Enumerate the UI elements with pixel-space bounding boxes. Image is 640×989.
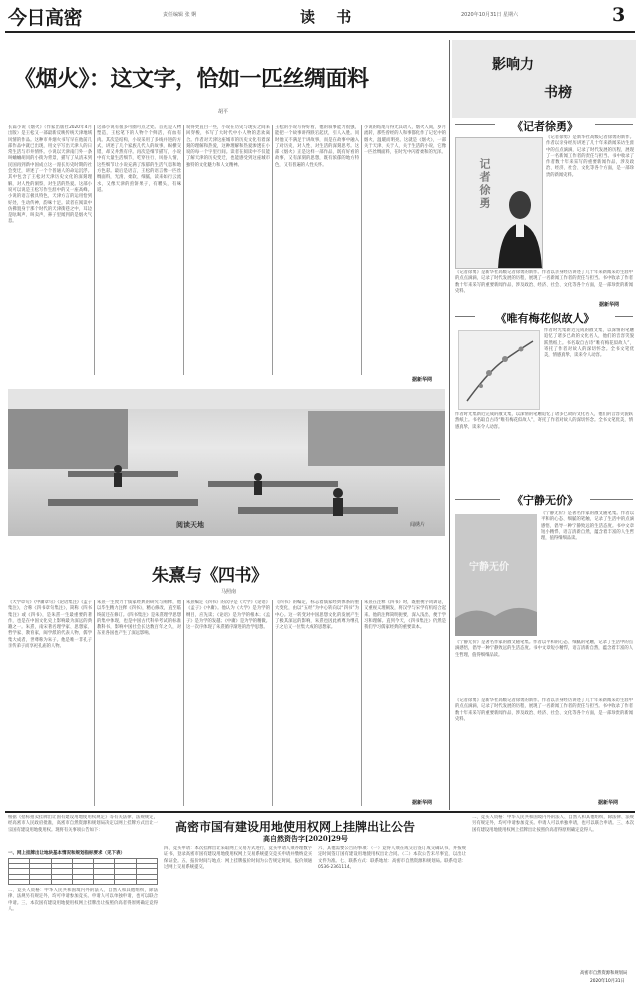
article1-col1: 长篇小说《烟火》（作家出版社2020年4月出版）是王松又一部最新反映传统天津地域风情的作品。这种市井烟火书写早在他前几部作品中就已出现，用文字写出天津人的日常生活与市井情怀。小说以天津南门外一条叫蛐蛐胡同的小街为背景，描写了从清末到民国再到新中国成立这一漫长历史时期的社会变迁，讲述了一个个普通人的命运沉浮。其中包含了王松对天津历史文化的深刻理解，对人性的洞察，对生活的热爱。这部小说可以说是王松写作生涯中的又一座高峰。小说的语言极具特色，天津方言的运用恰到好处，生动传神，韵味十足。读者在阅读中仿佛置身于那个时代的天津街巷之中，耳边是吆喝声、叫卖声，鼻子里闻到的是烟火气息。 [8,125,92,225]
editor-label: 责任编辑 张 婀 [163,12,197,18]
landscape-icon [455,594,537,636]
book3-title: 《宁静无价》 [500,492,590,508]
notice-top-rule [5,811,635,813]
article1-col2: 这部小说有很多可圈可点之处。首先是人物塑造，王松笔下的人物个个鲜活，有血有肉。其次是结构，小说采用了多线并进的方式，讲述了几个家族几代人的故事，纵横交错，却又井然有序。再次是细节描写，小说中有大量生活细节，吃穿住行、风俗人情，这些细节让小说充满了浓郁的生活气息和地方色彩。最后是语言，王松的语言像一匹丝绸面料，光滑、柔软、细腻，读来如行云流水，又像天津的煎饼果子，有嚼头，有味道。 [97,125,181,193]
notice-subtitle: 高自然资告字[2020]29号 [263,834,348,843]
photo-credit: 闻绣片 [410,522,426,528]
notice-intro: 根据《招标拍卖挂牌出让国有建设用地使用权规定》等有关法律、法规规定，经高密市人民政府批准，高密市自然资源和规划局决定以网上挂牌方式出让一宗国有建设用地使用权。现将有关事项公告如下： [8,815,158,833]
masthead-rule [5,31,635,33]
article2-col3: 朱熹编定《四书》的次序是《大学》《论语》《孟子》《中庸》。他认为《大学》是为学的纲目，应先读；《论语》是为学的根本；《孟子》是为学的发越；《中庸》是为学的精微。这一次序体现了朱熹循序渐进的治学思想。 [186,600,270,631]
plum-blossom-icon [459,331,540,410]
article1-col4: 王松的小说写得好看，他的叙事能力很强，能把一个故事讲得跌宕起伏，引人入胜。同时他又不满足于讲故事，而是在故事中融入了对历史、对人性、对生活的深刻思考。这部《烟火》正是这样一部作品，既有好看的故事，又有深刻的思想，既有浓郁的地方特色，又有普遍的人性关怀。 [275,125,359,168]
influence-box [452,40,636,118]
book3-desc-cont: 《宁静无价》是著名作家的散文随笔集。作者以平和的心态、细腻的笔触，记录了生活中的点滴感悟，倡导一种宁静致远的生活态度。书中文章短小精悍，语言清新自然，蕴含着丰富的人生哲理，值得细细品读。 [455,640,633,658]
masthead [0,0,640,34]
notice-col2: 四、竞买申请：本次挂牌出让采取网上交易方式进行，竞买申请人须办理数字证书，登录高密市国有建设用地使用权网上交易系统提交竞买申请并缴纳竞买保证金。五、报价时间与地点：网上挂牌报价时间为公告规定时间，报价须通过网上交易系统提交。 [164,846,312,870]
author-photo-icon [496,183,542,269]
section-title: 读 书 [300,8,360,26]
article2-title: 朱熹与《四书》 [152,566,268,586]
library-scene-icon [8,389,445,536]
article1-source: 据新华网 [412,377,433,383]
book3-cover-title: 宁静无价 [469,562,509,573]
notice-date: 2020年10月31日 [590,979,625,984]
article2-col2: 朱熹一生致力于儒家经典的研究与阐释，他以毕生精力注释《四书》，精心修改，直至临终前还在修订。《四书集注》是朱熹理学思想的集中体现，也是中国古代科举考试的标准教科书，影响中国社会长达数百年之久，对东亚各国也产生了深远影响。 [97,600,181,637]
newspaper-title: 今日高密 [8,7,83,29]
article2-author: 马照南 [221,589,237,595]
reading-room-photo [8,389,445,536]
book2-cover [458,330,540,410]
book2-desc: 作者时光集新近完成的散文集，以深情的笔触追忆了诸多已故的文化名人，他们的音容笑貌跃然纸上。书名取自古诗“唯有梅花似故人”，寄托了作者对故人的深切怀念。全书文笔优美，情感真挚，读来令人动容。 [544,328,634,359]
notice-col4: 二、竞买人资格：中华人民共和国境内外的法人、自然人和其他组织，除法律、法规另有规定外，均可申请参加竞买。申请人可以单独申请，也可以联合申请。三、本次国有建设用地使用权网上挂牌出让按照价高者得原则确定竞得人。 [472,815,634,833]
book3-desc: 《宁静无价》是著名作家的散文随笔集。作者以平和的心态、细腻的笔触，记录了生活中的点滴感悟，倡导一种宁静致远的生活态度。书中文章短小精悍，语言清新自然，蕴含着丰富的人生哲理，值得细细品读。 [541,511,634,542]
article2-col4: 《四书》的编定，标志着儒家经典体系的重大变化，由以“五经”为中心转向以“四书”为中心。这一转变对中国思想文化的发展产生了极其深远的影响，朱熹也因此被尊为继孔子之后又一位集大成的思想家。 [275,600,359,631]
side-title1: 影响力 [492,57,534,73]
article1-author: 胡平 [218,109,229,115]
page-number: 3 [612,4,626,26]
book3-cover [455,514,537,636]
book3-desc-cont2: 《记者徐勇》是新华社高级记者徐勇的新作。作者以亲身经历讲述了几十年来新闻采访生涯中的点点滴滴，记录了时代发展的历程，展现了一名新闻工作者的责任与担当。书中收录了作者数十年来采写的重要新闻作品，涉及政治、经济、社会、文化等各个方面，是一部珍贵的新闻史料。 [455,698,633,722]
book1-cover-title: 记者徐勇 [478,158,491,210]
article1-col5: 小说的结尾写得尤其动人，烟火人间，岁月流转，那些曾经的人和事都化作了记忆中的烟火，温暖而明亮。这就是《烟火》，一部关于天津、关于人、关于生活的小说，它像一匹丝绸面料，在时光中闪着柔和的光泽。 [364,125,446,156]
book1-desc: 《记者徐勇》是新华社高级记者徐勇的新作。作者以亲身经历讲述了几十年来新闻采访生涯中的点点滴滴，记录了时代发展的历程，展现了一名新闻工作者的责任与担当。书中收录了作者数十年来采写的重要新闻作品，涉及政治、经济、社会、文化等各个方面，是一部珍贵的新闻史料。 [546,135,634,178]
article2-source: 据新华网 [412,800,433,806]
notice-col1: 二、竞买人资格：中华人民共和国境内外的法人、自然人和其他组织，除法律、法规另有规定外，均可申请参加竞买。申请人可以单独申请，也可以联合申请。三、本次国有建设用地使用权网上挂牌出让按照价高者得原则确定竞得人。 [8,888,158,912]
notice-title: 高密市国有建设用地使用权网上挂牌出让公告 [175,820,416,834]
article1-col3: 说得更直白一些，小说在历史与现实之间来回穿梭，书写了大时代中小人物的悲欢离合。作者对天津这座城市的历史文化有着深刻的理解和热爱，这种理解和热爱渗透在小说的每一个字里行间。读者在阅读中不仅能了解天津的历史变迁，也能感受到这座城市独特的文化魅力和人文精神。 [186,125,270,168]
issue-date: 2020年10月31日 星期六 [461,12,519,18]
book1-title: 《记者徐勇》 [495,118,595,134]
book2-title: 《唯有梅花似故人》 [475,310,615,326]
notice-col3: 六、其他需要公告的事项：（一）竞得人须在成交后签订成交确认书，并按规定时间签订国有建设用地使用权出让合同。（二）本次公告未尽事宜，以出让文件为准。七、联系方式：联系地址：高密市自然资源和规划局。联系电话：0536-2361114。 [318,846,466,870]
headline: 《烟火》：这文字，恰如一匹丝绸面料 [14,66,369,92]
table-title: 一、网上挂牌出让地块基本情况和规划指标要求（见下表） [8,851,125,856]
book2-desc-cont: 作者时光集新近完成的散文集，以深情的笔触追忆了诸多已故的文化名人，他们的音容笑貌跃然纸上。书名取自古诗“唯有梅花似故人”，寄托了作者对故人的深切怀念。全书文笔优美，情感真挚，读来令人动容。 [455,412,633,430]
notice-issuer: 高密市自然资源和规划局 [580,971,628,976]
article2-col1: 《大学章句》《中庸章句》《论语集注》《孟子集注》，合称《四书章句集注》，简称《四书集注》或《四书》，是朱熹一生最重要的著作，也是在中国文化史上影响最为深远的典籍之一。朱熹，南宋著名理学家、思想家、哲学家、教育家，闽学派的代表人物，儒学集大成者，世尊称为朱子。他是唯一非孔子亲传弟子而享祀孔庙的人物。 [8,600,92,650]
side-title2: 书榜 [544,85,572,101]
parcel-table [8,858,158,885]
book3-source: 据新华网 [598,800,619,806]
photo-caption: 阅读天地 [176,520,204,529]
book1-desc-cont: 《记者徐勇》是新华社高级记者徐勇的新作。作者以亲身经历讲述了几十年来新闻采访生涯中的点点滴滴，记录了时代发展的历程，展现了一名新闻工作者的责任与担当。书中收录了作者数十年来采写的重要新闻作品，涉及政治、经济、社会、文化等各个方面，是一部珍贵的新闻史料。 [455,270,633,294]
book1-source: 据新华网 [599,302,620,308]
article2-col5: 朱熹在注释《四书》时，既重视字词训诂，又重视义理阐发，将汉学与宋学有机结合起来。他的注释简明扼要，深入浅出，便于学习和理解。直到今天，《四书集注》仍然是我们学习儒家经典的重要读本。 [364,600,446,631]
book1-cover [455,137,543,269]
